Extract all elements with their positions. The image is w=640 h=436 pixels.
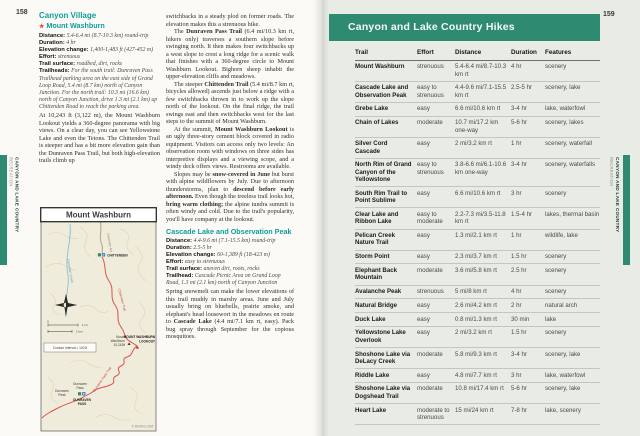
hikes-table bbox=[355, 47, 600, 425]
peak-label-2: Peak bbox=[58, 393, 66, 397]
effort-cell: easy bbox=[417, 105, 430, 113]
column-header-features: Features bbox=[545, 49, 572, 56]
effort-cell: strenuous bbox=[417, 63, 444, 71]
parking-p-glyph: P bbox=[102, 252, 105, 257]
chapter-tab-subtitle-left: RECREATION bbox=[8, 157, 14, 187]
distance-cell: 3.8-6.6 mi/6.1-10.6 km one-way bbox=[455, 161, 507, 176]
table-row bbox=[355, 264, 600, 285]
stat-value: easy to strenuous bbox=[184, 258, 225, 265]
stat-line bbox=[166, 273, 294, 287]
pass-label-2: Pass bbox=[76, 386, 84, 390]
column-header-distance: Distance bbox=[455, 49, 482, 56]
trail-cell: Silver Cord Cascade bbox=[355, 140, 388, 155]
column-header-trail: Trail bbox=[355, 49, 368, 56]
stat-value: 1,400-1,483 ft (427-452 m) bbox=[90, 47, 154, 54]
stat-line bbox=[39, 54, 160, 61]
stat-value: Cascade Picnic Area on Grand Loop Road, 1.3 mi (2.1 km) north of Canyon Junction bbox=[166, 272, 281, 287]
trail-cell: Elephant Back Mountain bbox=[355, 266, 397, 282]
effort-cell: easy bbox=[417, 253, 430, 261]
distance-cell: 2.2-7.3 mi/3.5-11.8 km rt bbox=[455, 210, 506, 226]
summit-elevation-label: 10,243ft bbox=[113, 343, 125, 347]
distance-cell: 3.6 mi/5.8 km rt bbox=[455, 266, 497, 274]
stat-label: Distance: bbox=[166, 237, 193, 244]
stat-line bbox=[166, 245, 294, 252]
trail-cell: Riddle Lake bbox=[355, 371, 390, 379]
effort-cell: easy to strenuous bbox=[417, 161, 444, 176]
features-cell: scenery, lake bbox=[545, 350, 581, 358]
duration-cell: 2.5-5 hr bbox=[511, 84, 533, 92]
trailhead-icon bbox=[78, 392, 82, 396]
effort-cell: easy bbox=[417, 189, 430, 197]
hike2-title: Cascade Lake and Observation Peak bbox=[166, 227, 292, 236]
stat-line bbox=[39, 61, 160, 68]
body-paragraph: switchbacks in a steady plod on former roads. The elevation makes this a strenuous hike. bbox=[166, 13, 294, 28]
effort-cell: strenuous bbox=[417, 288, 444, 296]
stat-line bbox=[166, 252, 294, 259]
table-row bbox=[355, 299, 600, 313]
lookout-label-1: MOUNT WASHBURN bbox=[123, 335, 155, 339]
hike1-heading bbox=[39, 22, 160, 32]
road-label: Chittenden Rd bbox=[106, 232, 114, 253]
stat-line bbox=[166, 238, 294, 245]
duration-cell: 4 hr bbox=[511, 63, 522, 71]
stat-label: Duration: bbox=[39, 40, 65, 47]
duration-cell: 2 hr bbox=[511, 301, 522, 309]
features-cell: scenery, lakes bbox=[545, 119, 584, 127]
effort-cell: moderate bbox=[417, 350, 443, 358]
duration-cell: 2.5 hr bbox=[511, 266, 527, 274]
duration-cell: 7-8 hr bbox=[511, 406, 527, 414]
table-row bbox=[355, 138, 600, 159]
creek-label: Carnelian Creek bbox=[66, 258, 75, 284]
trail-cell: Yellowstone Lake Overlook bbox=[355, 329, 406, 344]
features-cell: scenery bbox=[545, 266, 567, 274]
distance-cell: 2 mi/3.2 km rt bbox=[455, 329, 492, 337]
chittenden-trail-label: Chittenden Trail bbox=[117, 288, 127, 312]
effort-cell: moderate bbox=[417, 385, 443, 393]
stat-value: uneven dirt, roots, rocks bbox=[203, 265, 260, 272]
distance-cell: 15 mi/24 km rt bbox=[455, 406, 494, 414]
hikes-table-body bbox=[355, 61, 600, 425]
stat-label: Effort: bbox=[166, 258, 184, 265]
mount-washburn-map bbox=[40, 207, 157, 432]
page-spine bbox=[313, 0, 329, 436]
trailhead-icon bbox=[98, 253, 102, 257]
distance-cell: 5 mi/8 km rt bbox=[455, 288, 487, 296]
stat-line bbox=[39, 68, 160, 111]
stat-value: 5.4-6.4 mi (8.7-10.3 km) round-trip bbox=[66, 33, 149, 39]
map-title: Mount Washburn bbox=[65, 210, 132, 220]
trail-cell: Storm Point bbox=[355, 253, 390, 261]
column-header-duration: Duration bbox=[511, 49, 537, 56]
summit-label-1: Mount bbox=[116, 335, 125, 339]
features-cell: scenery, lake bbox=[545, 385, 581, 393]
distance-cell: 6.6 mi/10.6 km rt bbox=[455, 105, 501, 113]
features-cell: lake, waterfowl bbox=[545, 371, 586, 379]
trail-cell: Heart Lake bbox=[355, 406, 387, 414]
distance-cell: 2.3 mi/3.7 km rt bbox=[455, 253, 497, 261]
table-row bbox=[355, 187, 600, 208]
trail-cell: Mount Washburn bbox=[355, 63, 405, 71]
duration-cell: 30 min bbox=[511, 315, 530, 323]
stat-label: Trail surface: bbox=[166, 265, 203, 272]
features-cell: scenery bbox=[545, 189, 567, 197]
body-paragraph: Slopes may be snow-covered in June but burst with alpine wildflowers by July. Due to afternoon thunderstorms, plan to descend before early afternoon. Even though the treeless trail looks hot, bring warm clothing; the alpine tundra summit is often windy and cold. Due to the trail's popularity, you'll have company at the lookout. bbox=[166, 170, 294, 223]
distance-cell: 10.8 mi/17.4 km rt bbox=[455, 385, 504, 393]
stat-label: Elevation change: bbox=[166, 251, 216, 258]
features-cell: lakes, thermal basin bbox=[545, 210, 600, 218]
duration-cell: 5-6 hr bbox=[511, 119, 527, 127]
hike2-section bbox=[166, 228, 294, 341]
duration-cell: 5-6 hr bbox=[511, 385, 527, 393]
table-row bbox=[355, 82, 600, 103]
duration-cell: 1.5-4 hr bbox=[511, 210, 533, 218]
stat-label: Trailhead: bbox=[166, 272, 194, 279]
table-row bbox=[355, 383, 600, 404]
features-cell: scenery bbox=[545, 288, 567, 296]
table-row bbox=[355, 208, 600, 229]
effort-cell: moderate bbox=[417, 266, 443, 274]
distance-cell: 2.6 mi/4.2 km rt bbox=[455, 301, 497, 309]
stat-label: Elevation change: bbox=[39, 47, 89, 54]
effort-cell: easy bbox=[417, 329, 430, 337]
stat-value: 60-1,389 ft (18-423 m) bbox=[217, 251, 270, 258]
table-row bbox=[355, 286, 600, 300]
trail-cell: Grebe Lake bbox=[355, 105, 389, 113]
dunraven-trail-label: Dunraven Pass Trail bbox=[92, 366, 113, 393]
features-cell: wildlife, lake bbox=[545, 232, 578, 240]
hikes-table-header-bar: Canyon and Lake Country Hikes bbox=[329, 14, 600, 41]
trail-cell: Clear Lake and Ribbon Lake bbox=[355, 210, 399, 226]
left-column-1 bbox=[39, 12, 160, 165]
stat-value: 2.5-5 hr bbox=[193, 244, 212, 251]
features-cell: scenery, waterfall bbox=[545, 140, 592, 148]
parking-p-glyph: P bbox=[82, 391, 85, 396]
table-row bbox=[355, 313, 600, 327]
hike2-paragraphs bbox=[166, 288, 294, 341]
effort-cell: easy bbox=[417, 371, 430, 379]
top-pick-star-icon: ★ bbox=[39, 23, 45, 30]
chapter-tab-title-right: CANYON AND LAKE COUNTRY bbox=[615, 157, 620, 233]
scale-mi-zero: 0 bbox=[47, 319, 49, 324]
stat-label: Trail surface: bbox=[39, 61, 76, 68]
hike1-stats bbox=[39, 33, 160, 111]
distance-cell: 5.8 mi/9.3 km rt bbox=[455, 350, 497, 358]
trail-cell: Shoshone Lake via DeLacy Creek bbox=[355, 350, 411, 365]
table-row bbox=[355, 327, 600, 348]
hikes-table-column-headers bbox=[355, 47, 600, 61]
effort-cell: easy bbox=[417, 140, 430, 148]
features-cell: scenery, lake bbox=[545, 84, 581, 92]
stat-label: Distance: bbox=[39, 33, 66, 39]
table-row bbox=[355, 348, 600, 369]
lookout-label-2: LOOKOUT bbox=[139, 339, 155, 344]
effort-cell: easy to moderate bbox=[417, 210, 443, 226]
chittenden-trailhead-marker bbox=[98, 253, 129, 257]
scale-mi-label: 1 mi bbox=[82, 323, 88, 328]
effort-cell: moderate to strenuous bbox=[417, 406, 450, 421]
peak-label-1: Dunraven bbox=[55, 389, 69, 393]
stat-line bbox=[166, 259, 294, 266]
stat-value: 4 hr bbox=[66, 40, 76, 47]
table-row bbox=[355, 103, 600, 117]
stat-value: strenuous bbox=[57, 54, 81, 61]
distance-cell: 5.4-6.4 mi/8.7-10.3 km rt bbox=[455, 63, 507, 78]
features-cell: lake, scenery bbox=[545, 406, 581, 414]
distance-cell: 4.8 mi/7.7 km rt bbox=[455, 371, 497, 379]
hike2-stats bbox=[166, 238, 294, 288]
table-row bbox=[355, 369, 600, 383]
duration-cell: 1 hr bbox=[511, 140, 522, 148]
table-row bbox=[355, 159, 600, 187]
column-header-effort: Effort bbox=[417, 49, 434, 56]
table-row bbox=[355, 117, 600, 138]
duration-cell: 1.5 hr bbox=[511, 253, 527, 261]
distance-cell: 4.4-9.6 mi/7.1-15.5 km rt bbox=[455, 84, 507, 99]
scale-km-label: 1 km bbox=[76, 329, 83, 334]
distance-cell: 6.6 mi/10.6 km rt bbox=[455, 189, 501, 197]
table-row bbox=[355, 251, 600, 265]
trail-cell: Pelican Creek Nature Trail bbox=[355, 232, 395, 247]
effort-cell: easy bbox=[417, 315, 430, 323]
chapter-tab-bar-left bbox=[0, 155, 7, 265]
distance-cell: 1.3 mi/2.1 km rt bbox=[455, 232, 497, 240]
page-number-left: 158 bbox=[16, 9, 28, 16]
summit-label-2: Washburn bbox=[110, 339, 125, 343]
pass-label-1: Dunraven bbox=[73, 382, 87, 386]
duration-cell: 3-4 hr bbox=[511, 105, 527, 113]
trail-cell: Avalanche Peak bbox=[355, 288, 402, 296]
distance-cell: 0.8 mi/1.3 km rt bbox=[455, 315, 497, 323]
duration-cell: 1.5 hr bbox=[511, 329, 527, 337]
effort-cell: moderate bbox=[417, 119, 443, 127]
chapter-tab-subtitle-right: RECREATION bbox=[609, 157, 614, 187]
trail-cell: Cascade Lake and Observation Peak bbox=[355, 84, 409, 99]
dunraven-trailhead-label-1: DUNRAVEN bbox=[73, 398, 91, 402]
hike1-continued-paragraphs bbox=[166, 13, 294, 223]
stat-label: Effort: bbox=[39, 54, 57, 61]
body-paragraph: Spring snowmelt can make the lower elevations of this trail muddy in marshy areas. June and July usually bring on bluebells, prairie smoke, and elephant's head lousewort in the meadows en route to Cascade Lake (4.4 mi/7.1 km rt, easy). Pack bug spray through September for the copious mosquitoes. bbox=[166, 288, 294, 341]
trail-cell: Natural Bridge bbox=[355, 301, 397, 309]
table-row bbox=[355, 230, 600, 251]
hike1-title: Mount Washburn bbox=[46, 20, 105, 30]
features-cell: lake, waterfowl bbox=[545, 105, 586, 113]
stat-value: For the south trail: Dunraven Pass Trailhead parking area on the east side of Grand Loop Road, 5.4 mi (8.7 km) north of Canyon Junction. For the north trail: 10.3 mi (16.6 km) north of Canyon Junction, drive 1.3 mi (2.1 km) up Chittenden Road to reach the parking area. bbox=[39, 68, 158, 110]
stat-line bbox=[39, 47, 160, 54]
stat-label: Trailheads: bbox=[39, 68, 70, 75]
effort-cell: easy bbox=[417, 301, 430, 309]
features-cell: natural arch bbox=[545, 301, 578, 309]
trail-cell: North Rim of Grand Canyon of the Yellowstone bbox=[355, 161, 412, 184]
table-row bbox=[355, 61, 600, 82]
stat-value: 4.4-9.6 mi (7.1-15.5 km) round-trip bbox=[193, 237, 276, 244]
duration-cell: 3 hr bbox=[511, 371, 522, 379]
trail-cell: Shoshone Lake via Dogshead Trail bbox=[355, 385, 411, 400]
region-heading: Canyon Village bbox=[39, 11, 97, 20]
map-credit: © MOON.COM bbox=[131, 424, 153, 429]
chittenden-trailhead-label: CHITTENDEN bbox=[107, 253, 128, 258]
effort-cell: easy to strenuous bbox=[417, 84, 444, 99]
contour-note-label: Contour Interval = 100 ft bbox=[52, 346, 88, 351]
duration-cell: 3-4 hr bbox=[511, 161, 527, 169]
chapter-tab-title-left: CANYON AND LAKE COUNTRY bbox=[14, 157, 20, 233]
features-cell: scenery bbox=[545, 63, 567, 71]
table-row bbox=[355, 404, 600, 425]
duration-cell: 1 hr bbox=[511, 232, 522, 240]
chapter-tab-bar-right bbox=[623, 155, 630, 265]
map-frame bbox=[41, 220, 156, 431]
stat-label: Duration: bbox=[166, 244, 192, 251]
trail-cell: Duck Lake bbox=[355, 315, 386, 323]
body-paragraph: The steeper Chittenden Trail (5.4 mi/8.7 km rt, bicycles allowed) ascends just below a ridge with a few switchbacks thrown in to work up the slope north of the lookout. On the final ridge, the trail swings east and then switchbacks west for the last steps to the summit of Mount Washburn. bbox=[166, 80, 295, 125]
page-number-right: 159 bbox=[603, 11, 615, 18]
body-paragraph: The Dunraven Pass Trail (6.4 mi/10.3 km rt, hikers only) traverses a southern slope before swinging north. It then makes four switchbacks up a west slope to crest a long ridge for a scenic walk that finishes with a 360-degree circle to Mount Washburn Lookout. Bighorn sheep inhabit the upper-elevation cliffs and meadows. bbox=[166, 28, 295, 80]
hike1-intro-paragraphs bbox=[39, 112, 160, 165]
stat-line bbox=[166, 266, 294, 273]
effort-cell: easy bbox=[417, 232, 430, 240]
features-cell: scenery bbox=[545, 329, 567, 337]
body-paragraph: At 10,243 ft (3,122 m), the Mount Washburn Lookout yields a 360-degree panorama with big views. On a clear day, you can see Yellowstone Lake and even the Tetons. The Chittenden Trail is steeper and has a bit more elevation gain than the Dunraven Pass Trail, but both high-elevation trails climb up bbox=[39, 112, 160, 165]
features-cell: scenery, waterfalls bbox=[545, 161, 596, 169]
duration-cell: 3-4 hr bbox=[511, 350, 527, 358]
dunraven-trailhead-label-2: PASS bbox=[77, 402, 87, 406]
stat-value: roadbed, dirt, rocks bbox=[76, 61, 123, 68]
features-cell: scenery bbox=[545, 253, 567, 261]
trail-cell: Chain of Lakes bbox=[355, 119, 399, 127]
distance-cell: 10.7 mi/17.2 km one-way bbox=[455, 119, 499, 134]
left-column-2 bbox=[166, 13, 294, 341]
distance-cell: 2 mi/3.2 km rt bbox=[455, 140, 492, 148]
trail-cell: South Rim Trail to Point Sublime bbox=[355, 189, 408, 205]
duration-cell: 3 hr bbox=[511, 189, 522, 197]
body-paragraph: At the summit, Mount Washburn Lookout is an ugly three-story cement block covered in radio equipment. Visitors can access only two levels: An observation room with windows on three sides has interpretive displays and a viewing scope, and a windy deck offers views. Restrooms are available. bbox=[166, 125, 294, 170]
features-cell: lake bbox=[545, 315, 557, 323]
duration-cell: 4 hr bbox=[511, 288, 522, 296]
